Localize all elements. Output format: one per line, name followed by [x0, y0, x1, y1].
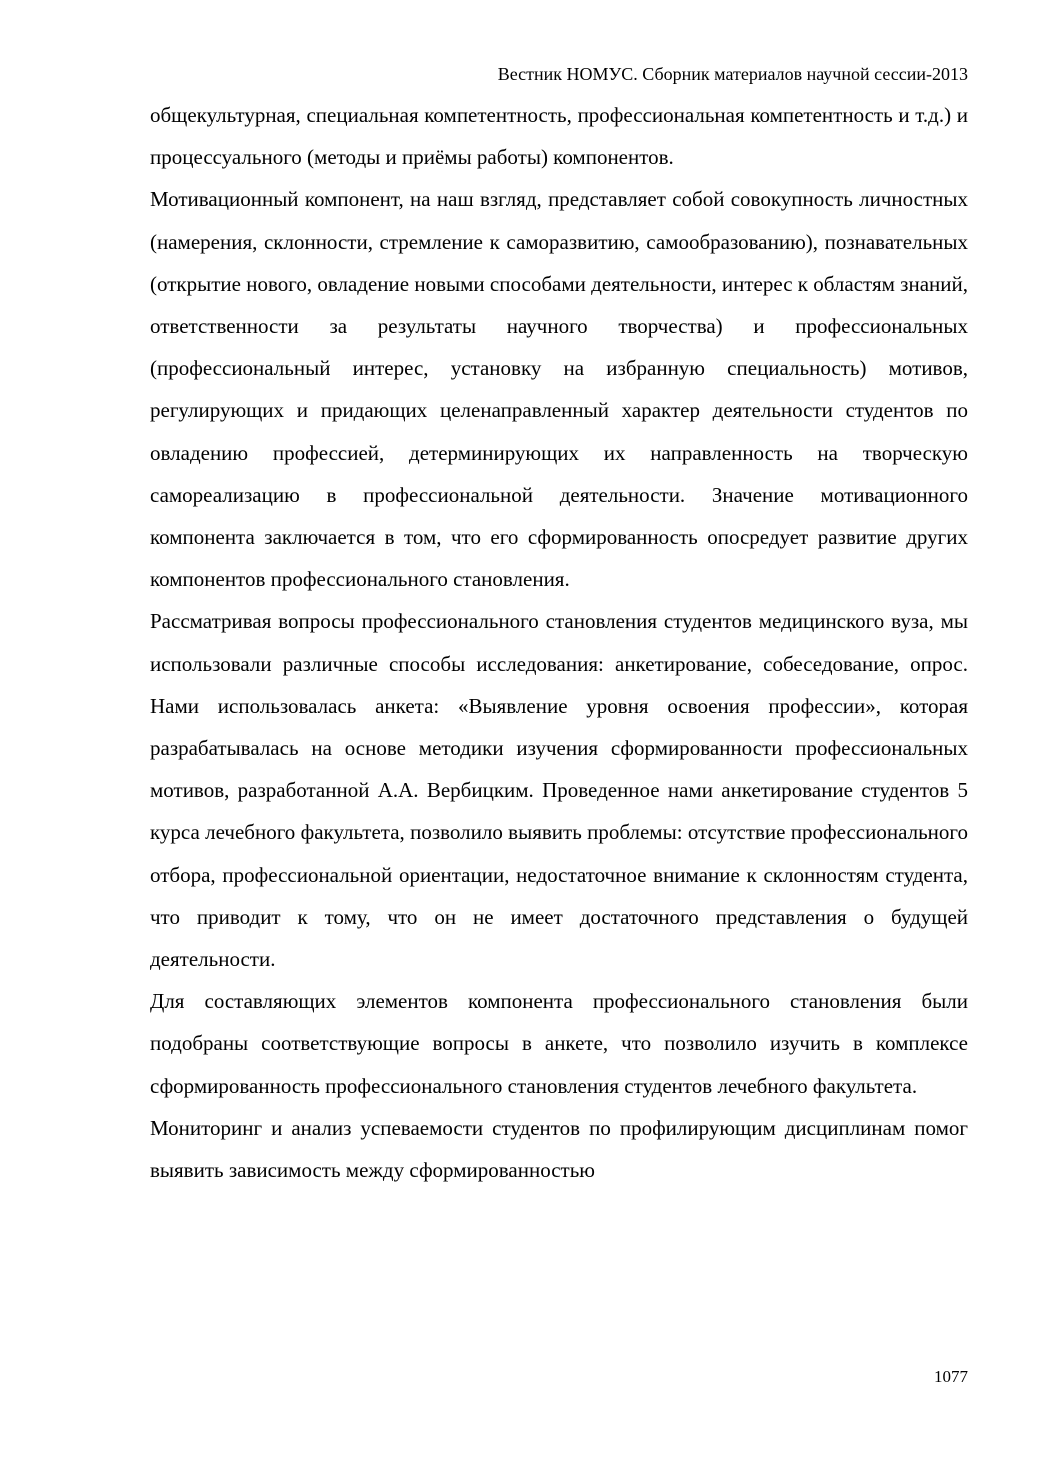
- paragraph-survey-methods: Рассматривая вопросы профессионального становления студентов медицинского вуза, мы использовали различные способы исследования: анкетирование, собеседование, опрос. Нами использовалась анкета: «Выявление уровня освоения профессии», которая разрабатывалась на основе методики изучения сформированности профессиональных мотивов, разработанной А.А. Вербицким. Проведенное нами анкетирование студентов 5 курса лечебного факультета, позволило выявить проблемы: отсутствие профессионального отбора, профессиональной ориентации, недостаточное внимание к склонностям студента, что приводит к тому, что он не имеет достаточного представления о будущей деятельности.: [150, 609, 968, 972]
- running-header: Вестник НОМУС. Сборник материалов научной сессии-2013: [497, 64, 968, 84]
- body-text: [150, 94, 968, 1191]
- page-number: 1077: [934, 1367, 968, 1386]
- paragraph-motivational-component: Мотивационный компонент, на наш взгляд, представляет собой совокупность личностных (намерения, склонности, стремление к саморазвитию, самообразованию), познавательных (открытие нового, овладение новыми способами деятельности, интерес к областям знаний, ответственности за результаты научного творчества) и профессиональных (профессиональный интерес, установку на избранную специальность) мотивов, регулирующих и придающих целенаправленный характер деятельности студентов по овладению профессией, детерминирующих их направленность на творческую самореализацию в профессиональной деятельности. Значение мотивационного компонента заключается в том, что его сформированность опосредует развитие других компонентов профессионального становления.: [150, 187, 968, 592]
- paragraph-components-continuation: общекультурная, специальная компетентность, профессиональная компетентность и т.д.) и процессуального (методы и приёмы работы) компонентов.: [150, 103, 968, 170]
- paragraph-monitoring: Мониторинг и анализ успеваемости студентов по профилирующим дисциплинам помог выявить зависимость между сформированностью: [150, 1115, 968, 1183]
- paragraph-questionnaire-elements: Для составляющих элементов компонента профессионального становления были подобраны соответствующие вопросы в анкете, что позволило изучить в комплексе сформированность профессионального становления студентов лечебного факультета.: [150, 989, 968, 1098]
